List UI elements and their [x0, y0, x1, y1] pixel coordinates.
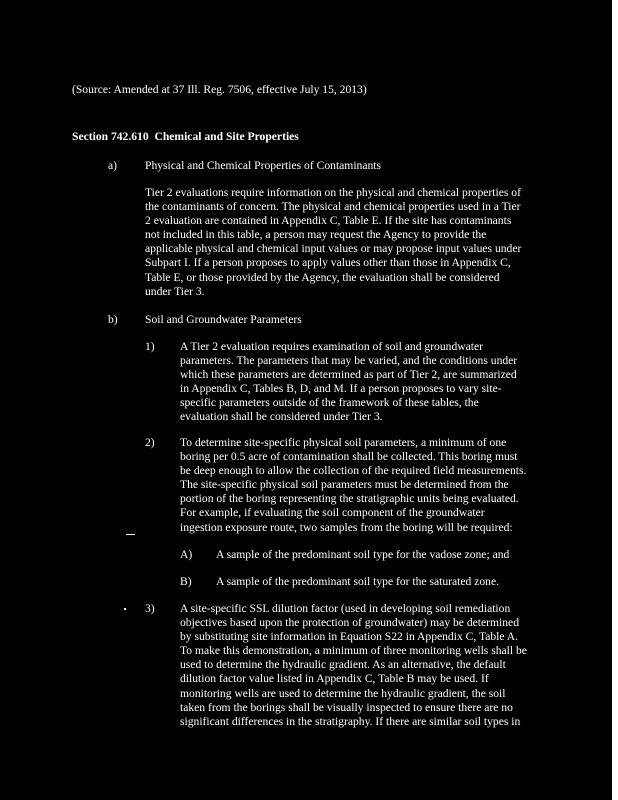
text-line: boring per 0.5 acre of contamination shall be collected. This boring must [180, 450, 518, 464]
sub2-paragraph [180, 436, 548, 535]
text-line: evaluation shall be considered under Tier 3. [180, 410, 383, 424]
margin-mark [126, 534, 135, 535]
text-line: Subpart I. If a person proposes to apply values other than those in Appendix C, [145, 256, 511, 270]
text-line: monitoring wells are used to determine the hydraulic gradient, the soil [180, 686, 506, 700]
source-note: (Source: Amended at 37 Ill. Reg. 7506, effective July 15, 2013) [72, 83, 367, 96]
text-line: not included in this table, a person may request the Agency to provide the [145, 228, 487, 242]
text-line: in Appendix C, Tables B, D, and M. If a person proposes to vary site- [180, 382, 502, 396]
text-line: which these parameters are determined as part of Tier 2, are summarized [180, 368, 517, 382]
text-line: 2 evaluation are contained in Appendix C, Table E. If the site has contaminants [145, 214, 512, 228]
text-line: under Tier 3. [145, 284, 205, 298]
sub2-B-label: B) [180, 575, 192, 588]
text-line: dilution factor value listed in Appendix C, Table B may be used. If [180, 672, 489, 686]
item-b-heading: Soil and Groundwater Parameters [145, 313, 302, 326]
text-line: ingestion exposure route, two samples from the boring will be required: [180, 520, 513, 534]
text-line: Table E, or those provided by the Agency, the evaluation shall be considered [145, 270, 500, 284]
text-line: The site-specific physical soil parameters must be determined from the [180, 478, 509, 492]
sub1-paragraph [180, 340, 548, 425]
sub3-paragraph [180, 602, 548, 729]
text-line: be deep enough to allow the collection of the required field measurements. [180, 464, 527, 478]
text-line: portion of the boring representing the stratigraphic units being evaluated. [180, 492, 519, 506]
text-line: specific parameters outside of the framework of these tables, the [180, 396, 479, 410]
text-line: significant differences in the stratigraphy. If there are similar soil types in [180, 714, 521, 728]
section-number: Section 742.610 [72, 130, 149, 143]
text-line: To make this demonstration, a minimum of three monitoring wells shall be [180, 644, 527, 658]
text-line: objectives based upon the protection of groundwater) may be determined [180, 616, 520, 630]
text-line: parameters. The parameters that may be varied, and the conditions under [180, 354, 518, 368]
sub2-A-label: A) [180, 548, 193, 561]
sub2-A-text: A sample of the predominant soil type for the vadose zone; and [216, 548, 510, 561]
text-line: applicable physical and chemical input values or may propose input values under [145, 242, 522, 256]
margin-dot [124, 608, 126, 610]
text-line: Tier 2 evaluations require information on the physical and chemical properties of [145, 186, 521, 199]
sub2-label: 2) [145, 436, 155, 449]
text-line: A Tier 2 evaluation requires examination of soil and groundwater [180, 340, 483, 353]
page-right-edge [612, 0, 618, 800]
section-heading [72, 130, 299, 144]
text-line: the contaminants of concern. The physical and chemical properties used in a Tier [145, 200, 521, 214]
text-line: taken from the borings shall be visually inspected to ensure there are no [180, 700, 513, 714]
text-line: To determine site-specific physical soil parameters, a minimum of one [180, 436, 507, 449]
text-line: by substituting site information in Equation S22 in Appendix C, Table A. [180, 630, 519, 644]
sub1-label: 1) [145, 340, 155, 353]
item-a-heading: Physical and Chemical Properties of Contaminants [145, 159, 382, 172]
sub2-B-text: A sample of the predominant soil type for the saturated zone. [216, 575, 499, 588]
item-a-label: a) [108, 159, 118, 172]
item-a-paragraph [145, 186, 545, 299]
text-line: A site-specific SSL dilution factor (used in developing soil remediation [180, 602, 511, 615]
section-title: Chemical and Site Properties [154, 130, 299, 143]
text-line: For example, if evaluating the soil component of the groundwater [180, 506, 485, 520]
text-line: used to determine the hydraulic gradient. As an alternative, the default [180, 658, 506, 672]
item-b-label: b) [108, 313, 118, 326]
sub3-label: 3) [145, 602, 155, 615]
